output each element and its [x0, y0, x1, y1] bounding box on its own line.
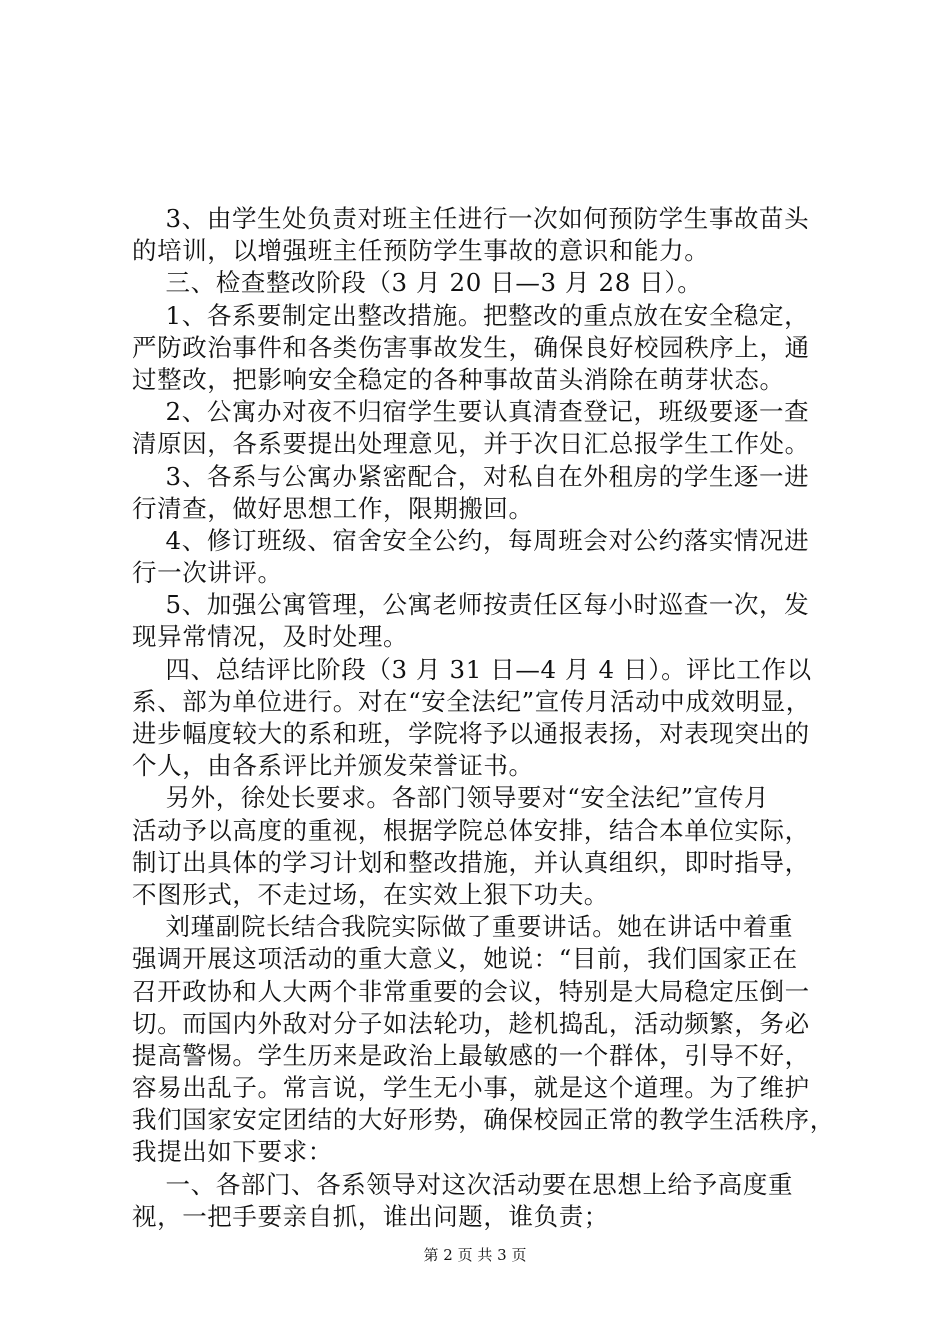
text-line: 活动予以高度的重视，根据学院总体安排，结合本单位实际，: [132, 815, 810, 845]
text-line: 4、修订班级、宿舍安全公约，每周班会对公约落实情况进: [132, 525, 810, 555]
text-line: 视，一把手要亲自抓，谁出问题，谁负责；: [132, 1201, 609, 1231]
text-line: 四、总结评比阶段（3 月 31 日—4 月 4 日）。评比工作以: [132, 654, 812, 684]
text-line: 一、各部门、各系领导对这次活动要在思想上给予高度重: [132, 1169, 794, 1199]
text-line: 3、由学生处负责对班主任进行一次如何预防学生事故苗头: [132, 204, 810, 233]
text-line: 进步幅度较大的系和班，学院将予以通报表扬，对表现突出的: [132, 719, 810, 748]
text-line: 个人，由各系评比并颁发荣誉证书。: [132, 751, 534, 781]
text-line: 3、各系与公寓办紧密配合，对私自在外租房的学生逐一进: [132, 461, 810, 491]
text-line: 5、加强公寓管理，公寓老师按责任区每小时巡查一次，发: [132, 590, 810, 620]
text-line: 切。而国内外敌对分子如法轮功，趁机捣乱，活动频繁，务必: [132, 1008, 810, 1038]
text-line: 另外，徐处长要求。各部门领导要对“安全法纪”宣传月: [132, 783, 770, 813]
text-line: 制订出具体的学习计划和整改措施，并认真组织，即时指导，: [132, 847, 810, 877]
document-body: [132, 203, 844, 1233]
text-line: 强调开展这项活动的重大意义，她说：“目前，我们国家正在: [132, 944, 798, 974]
text-line: 我们国家安定团结的大好形势，确保校园正常的教学生活秩序，: [132, 1105, 835, 1135]
page-number-footer: 第 2 页 共 3 页: [423, 1246, 527, 1264]
text-line: 行清查，做好思想工作，限期搬回。: [132, 493, 534, 523]
text-line: 召开政协和人大两个非常重要的会议，特别是大局稳定压倒一: [132, 976, 810, 1006]
text-line: 行一次讲评。: [132, 558, 283, 588]
text-line: 容易出乱子。常言说，学生无小事，就是这个道理。为了维护: [132, 1073, 810, 1103]
text-line: 过整改，把影响安全稳定的各种事故苗头消除在萌芽状态。: [132, 364, 785, 394]
text-line: 现异常情况，及时处理。: [132, 622, 409, 652]
text-line: 不图形式，不走过场，在实效上狠下功夫。: [132, 879, 609, 909]
text-line: 1、各系要制定出整改措施。把整改的重点放在安全稳定，: [132, 300, 810, 330]
text-line: 的培训，以增强班主任预防学生事故的意识和能力。: [132, 236, 710, 266]
text-line: 清原因，各系要提出处理意见，并于次日汇总报学生工作处。: [132, 429, 810, 459]
text-line: 刘瑾副院长结合我院实际做了重要讲话。她在讲话中着重: [132, 912, 794, 942]
text-line: 三、检查整改阶段（3 月 20 日—3 月 28 日）。: [132, 268, 703, 298]
text-line: 提高警惕。学生历来是政治上最敏感的一个群体，引导不好，: [132, 1040, 810, 1070]
text-line: 我提出如下要求：: [132, 1137, 333, 1167]
text-line: 系、部为单位进行。对在“安全法纪”宣传月活动中成效明显，: [132, 686, 811, 716]
text-line: 2、公寓办对夜不归宿学生要认真清查登记，班级要逐一查: [132, 397, 810, 427]
text-line: 严防政治事件和各类伤害事故发生，确保良好校园秩序上，通: [132, 332, 810, 362]
